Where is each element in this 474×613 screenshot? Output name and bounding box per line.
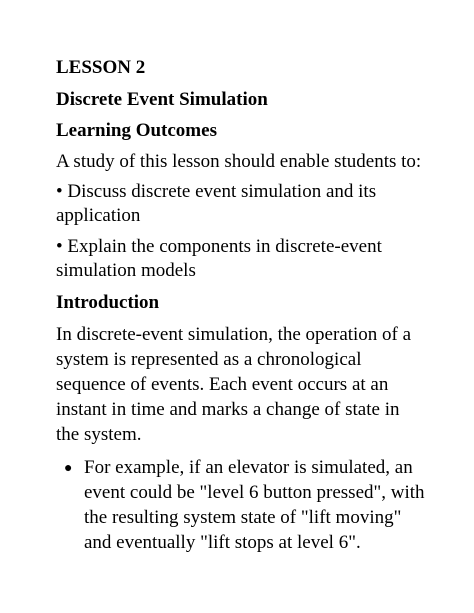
outcomes-intro: A study of this lesson should enable students to: <box>56 151 422 172</box>
intro-line: instant in time and marks a change of state in <box>56 399 400 420</box>
intro-line: the system. <box>56 424 142 445</box>
outcomes-heading: Learning Outcomes <box>56 120 217 141</box>
intro-line: system is represented as a chronological <box>56 349 362 370</box>
introduction-heading: Introduction <box>56 292 160 313</box>
outcome-line: application <box>56 205 141 226</box>
lesson-label: LESSON 2 <box>56 57 146 78</box>
outcome-line: • Explain the components in discrete-event <box>56 236 382 257</box>
bullet-icon: ● <box>64 461 73 476</box>
outcome-line: simulation models <box>56 260 196 281</box>
intro-line: sequence of events. Each event occurs at an <box>56 374 389 395</box>
example-line: For example, if an elevator is simulated, an <box>84 457 413 478</box>
lesson-title: Discrete Event Simulation <box>56 89 268 110</box>
intro-line: In discrete-event simulation, the operation of a <box>56 324 412 345</box>
example-line: and eventually "lift stops at level 6". <box>84 532 361 553</box>
example-line: the resulting system state of "lift moving" <box>84 507 402 528</box>
outcome-line: • Discuss discrete event simulation and its <box>56 181 377 202</box>
example-line: event could be "level 6 button pressed", with <box>84 482 425 503</box>
